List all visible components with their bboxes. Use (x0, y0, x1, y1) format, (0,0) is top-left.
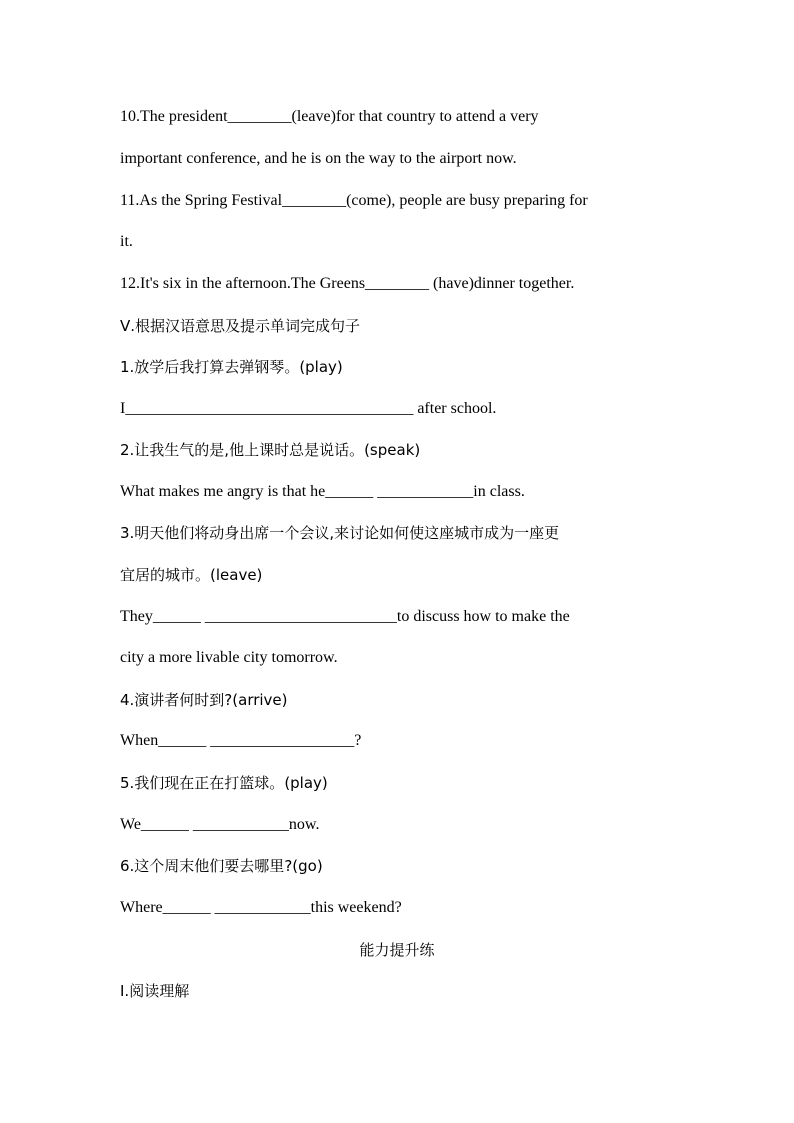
item-4-prompt: 4.演讲者何时到?(arrive) (120, 691, 288, 709)
item-5-prompt: 5.我们现在正在打篮球。(play) (120, 774, 328, 792)
item-3-prompt-line-2: 宜居的城市。(leave) (120, 566, 263, 584)
question-10-line-2: important conference, and he is on the way to the airport now. (120, 150, 517, 167)
question-10-line-1: 10.The president________(leave)for that country to attend a very (120, 108, 539, 125)
item-4-answer: When______ __________________? (120, 732, 362, 749)
item-1-prompt: 1.放学后我打算去弹钢琴。(play) (120, 358, 343, 376)
item-2-prompt: 2.让我生气的是,他上课时总是说话。(speak) (120, 441, 421, 459)
question-11-line-1: 11.As the Spring Festival________(come), people are busy preparing for (120, 192, 588, 209)
question-12-line-1: 12.It's six in the afternoon.The Greens________ (have)dinner together. (120, 275, 575, 292)
item-1-answer: I____________________________________ after school. (120, 400, 497, 417)
item-5-answer: We______ ____________now. (120, 816, 320, 833)
item-6-prompt: 6.这个周末他们要去哪里?(go) (120, 857, 323, 875)
item-3-prompt-line-1: 3.明天他们将动身出席一个会议,来讨论如何使这座城市成为一座更 (120, 524, 560, 542)
item-2-answer: What makes me angry is that he______ ____________in class. (120, 483, 525, 500)
item-3-answer-line-2: city a more livable city tomorrow. (120, 649, 338, 666)
section-i-heading: Ⅰ.阅读理解 (120, 982, 190, 1000)
ability-section-title: 能力提升练 (359, 941, 435, 959)
section-v-heading: Ⅴ.根据汉语意思及提示单词完成句子 (120, 317, 361, 335)
item-6-answer: Where______ ____________this weekend? (120, 899, 402, 916)
item-3-answer-line-1: They______ ________________________to discuss how to make the (120, 608, 570, 625)
question-11-line-2: it. (120, 233, 133, 250)
